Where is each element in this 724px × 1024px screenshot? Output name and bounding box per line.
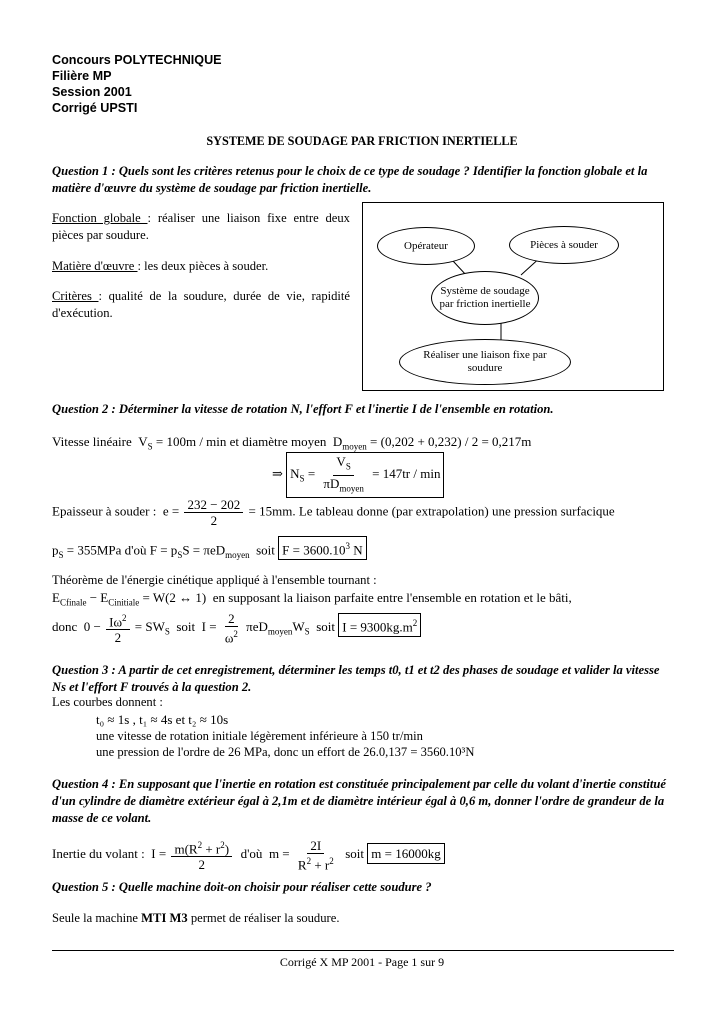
vitesse-line: Vitesse linéaire $V_S = 100m / \min$ et diamètre moyen $D_{moyen} = (0,202 + 0,232) / 2 = 0,217m$	[52, 434, 532, 452]
f-result-box: $F = 3600.10^3$ N	[278, 536, 366, 560]
ec-text: en supposant la liaison parfaite entre l'ensemble en rotation et le bâti,	[212, 590, 572, 605]
inertie-volant-line: Inertie du volant : I = $\frac{m(R^2 + r^2)}{2}$ d'où m = $\frac{2I}{R^2 + r^2}$ soit m = 16000kg	[52, 838, 445, 872]
matiere-oeuvre	[52, 258, 350, 275]
ps-text2: S = πeD	[182, 542, 226, 558]
ec-line: $E_{Cfinale} - E_{Cinitiale} = W(2$ ↔ 1) en supposant la liaison parfaite entre l'ensemble en rotation et le bâti,	[52, 590, 572, 608]
header-line-3: Session 2001	[52, 85, 132, 99]
pression-line: $p_S = 355MPa$ d'où $F = p_SS = \pi eD_{moyen}$ soit $F = 3600.10^3$ N	[52, 536, 367, 564]
header-line-1: Concours POLYTECHNIQUE	[52, 53, 222, 67]
pression-text: une pression de l'ordre de 26 MPa, donc un effort de 26.0,137 = 3560.10³N	[96, 745, 475, 759]
dmoy-equation: = (0,202 + 0,232) / 2 = 0,217m	[370, 434, 532, 449]
fonction-ellipse: Réaliser une liaison fixe par soudure	[399, 339, 571, 385]
donc-text: donc	[52, 619, 78, 635]
m-result-box: m = 16000kg	[367, 843, 444, 864]
ns-fraction: $\frac{V_S}{\pi D_{moyen}}$	[323, 454, 364, 494]
e-fraction: $\frac{232 - 202}{2}$	[184, 497, 243, 528]
criteres-label: Critères	[52, 289, 99, 303]
document-title: SYSTEME DE SOUDAGE PAR FRICTION INERTIELLE	[206, 134, 518, 148]
operateur-ellipse: Opérateur	[377, 227, 475, 265]
courbes-text: Les courbes donnent :	[52, 695, 163, 709]
soit-4: soit	[345, 846, 365, 862]
i-result-box: $I = 9300kg.m^2$	[338, 613, 421, 637]
times-text: t₀ ≈ 1s , t₁ ≈ 4s et t₂ ≈ 10s	[96, 712, 229, 727]
systeme-ellipse: Système de soudage par friction inertielle	[431, 271, 539, 325]
vs-equation: = 100m / min	[155, 434, 227, 449]
inertie-prefix: Inertie du volant :	[52, 846, 145, 862]
ns-result-box: $N_S$ = $\frac{V_S}{\pi D_{moyen}}$ = 147tr / min	[286, 452, 444, 498]
e-result: = 15mm	[248, 503, 293, 519]
theoreme-text: Théorème de l'énergie cinétique appliqué à l'ensemble tournant :	[52, 573, 377, 587]
machine-name: MTI M3	[141, 911, 188, 925]
header-line-4: Corrigé UPSTI	[52, 101, 138, 115]
soit-2: soit	[176, 619, 196, 635]
inertie-line: donc 0 − $\frac{I\omega^2}{2}$ = $SW_S$ soit I = $\frac{2}{\omega^2}$ $\pi eD_{moyen}W_S$ soit $I = 9300kg.m^2$	[52, 611, 421, 645]
i-fraction: $\frac{2}{\omega^2}$	[224, 611, 238, 646]
ns-result: = 147tr / min	[372, 466, 441, 482]
iw-fraction: $\frac{I\omega^2}{2}$	[106, 611, 129, 645]
fonction-globale	[52, 210, 350, 244]
dou-text: d'où	[240, 846, 263, 862]
epaisseur-suffix: . Le tableau donne (par extrapolation) une pression surfacique	[292, 503, 615, 519]
soit-3: soit	[316, 619, 335, 635]
ps-text: = 355MPa d'où F = p	[66, 542, 178, 558]
question-5: Question 5 : Quelle machine doit-on choisir pour réaliser cette soudure ?	[52, 880, 432, 894]
matiere-oeuvre-text: : les deux pièces à souder.	[137, 259, 269, 273]
masse-fraction: $\frac{2I}{R^2 + r^2}$	[297, 838, 334, 873]
question-4: Question 4 : En supposant que l'inertie en rotation est constituée principalement par celle du volant d'inertie constitué d'un cylindre de diamètre extérieur égal à 2,1m et de diamètre intérieur égal à 0,6 m, donner l'ordre de grandeur de la masse de ce volant.	[52, 777, 666, 825]
diametre-text: et diamètre moyen	[229, 434, 327, 449]
epaisseur-line: Epaisseur à souder : e = $\frac{232 - 202}{2}$ = 15mm. Le tableau donne (par extrapolation) une pression surfacique	[52, 497, 615, 528]
vitesse-text: une vitesse de rotation initiale légèrement inférieure à 150 tr/min	[96, 729, 423, 743]
matiere-oeuvre-label: Matière d'œuvre	[52, 259, 138, 273]
epaisseur-prefix: Epaisseur à souder :	[52, 503, 157, 519]
inertie-volant-fraction: $\frac{m(R^2 + r^2)}{2}$	[171, 838, 232, 872]
fonction-globale-text: : réaliser une liaison fixe entre deux pièces par soudure.	[52, 211, 350, 242]
criteres	[52, 288, 350, 322]
function-diagram	[362, 202, 664, 391]
page-footer: Corrigé X MP 2001 - Page 1 sur 9	[279, 955, 445, 969]
fonction-globale-label: Fonction globale	[52, 211, 148, 225]
vitesse-prefix: Vitesse linéaire	[52, 434, 132, 449]
header-line-2: Filière MP	[52, 69, 112, 83]
answer-5: Seule la machine MTI M3 permet de réaliser la soudure.	[52, 911, 340, 925]
ns-line: ⇒ $N_S$ = $\frac{V_S}{\pi D_{moyen}}$ = 147tr / min	[272, 452, 444, 498]
question-2: Question 2 : Déterminer la vitesse de rotation N, l'effort F et l'inertie I de l'ensemble en rotation.	[52, 402, 554, 416]
criteres-text: : qualité de la soudure, durée de vie, rapidité d'exécution.	[52, 289, 350, 320]
question-1: Question 1 : Quels sont les critères retenus pour le choix de ce type de soudage ? Identifier la fonction globale et la matière d'œuvre du système de soudage par friction inertielle.	[52, 164, 648, 195]
footer-divider	[52, 950, 674, 951]
question-3: Question 3 : A partir de cet enregistrement, déterminer les temps t0, t1 et t2 des phases de soudage et valider la vitesse Ns et l'effort F trouvés à la question 2.	[52, 663, 660, 694]
soit-1: soit	[256, 542, 275, 558]
pieces-ellipse: Pièces à souder	[509, 226, 619, 264]
